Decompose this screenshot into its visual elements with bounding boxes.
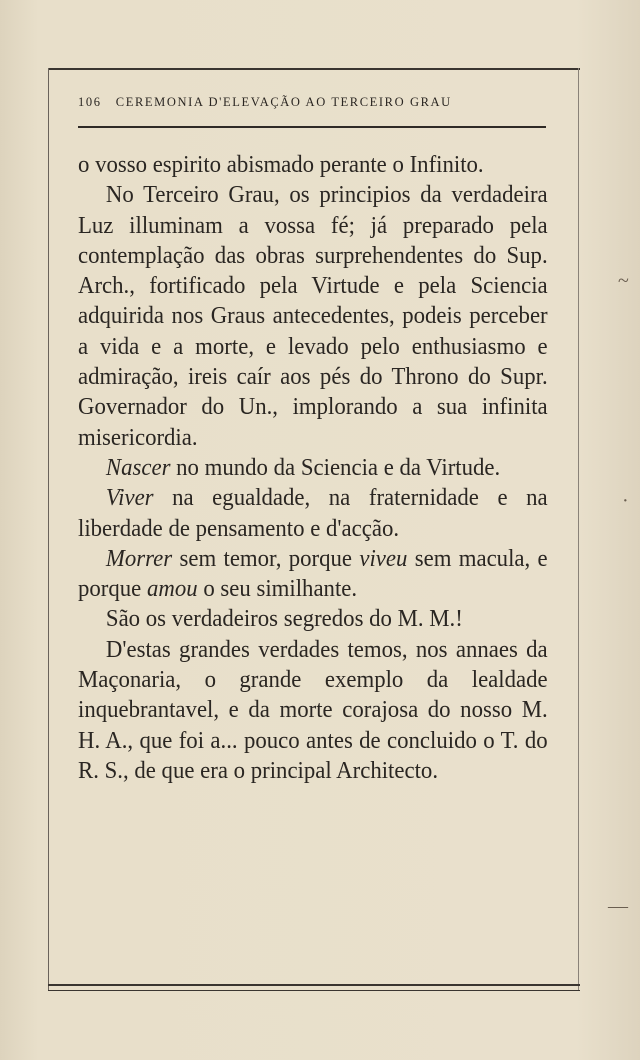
paragraph-1: o vosso espirito abismado perante o Infinito. [78, 151, 484, 178]
running-header [78, 95, 548, 110]
frame-bottom-rule [48, 984, 580, 991]
paragraph-4-text: na egualdade, na fraternidade e na liberdade de pensamento e d'acção. [78, 484, 548, 542]
frame-top-rule [48, 68, 580, 70]
paragraph-5-text-a: sem temor, porque [172, 544, 360, 572]
emphasis-amou: amou [146, 575, 198, 603]
running-title: CEREMONIA D'ELEVAÇÃO AO TERCEIRO GRAU [115, 95, 452, 109]
paragraph-5-text-c: o seu similhante. [197, 575, 358, 603]
emphasis-viver: Viver [105, 484, 154, 512]
paragraph-5 [78, 544, 548, 605]
paper-blemish-mark: — [608, 895, 628, 917]
page-number: 106 [78, 95, 102, 109]
emphasis-nascer: Nascer [105, 453, 171, 481]
paragraph-3 [78, 453, 548, 483]
paper-blemish-mark: · [622, 490, 629, 512]
emphasis-viveu: viveu [359, 544, 408, 572]
paragraph-3-text: no mundo da Sciencia e da Virtude. [170, 453, 501, 481]
paragraph-6: São os verdadeiros segredos do M. M.! [105, 605, 463, 633]
paragraph-7: D'estas grandes verdades temos, nos annaes da Maçonaria, o grande exemplo da lealdade inquebrantavel, e da morte corajosa do nosso M. H. A., que foi a... pouco antes de concluido o T. do R. S., de que era o principal Architecto. [78, 635, 548, 784]
emphasis-morrer: Morrer [105, 544, 173, 572]
paragraph-2: No Terceiro Grau, os principios da verdadeira Luz illuminam a vossa fé; já preparado pela contemplação das obras surprehendentes do Sup. Arch., fortificado pela Virtude e pela Sciencia adquirida nos Graus antecedentes, podeis perceber a vida e a morte, e levado pelo enthusiasmo e admiração, ireis caír aos pés do Throno do Supr. Governador do Un., implorando a sua infinita misericordia. [78, 181, 548, 451]
paragraph-5-text-b: sem macula, e porque [78, 544, 548, 603]
paragraph-4 [78, 483, 548, 544]
frame-left-rule [48, 68, 49, 990]
body-text [78, 150, 548, 786]
paper-blemish-mark: ~ [618, 270, 629, 292]
header-rule [78, 126, 546, 128]
frame-right-rule [578, 68, 579, 990]
